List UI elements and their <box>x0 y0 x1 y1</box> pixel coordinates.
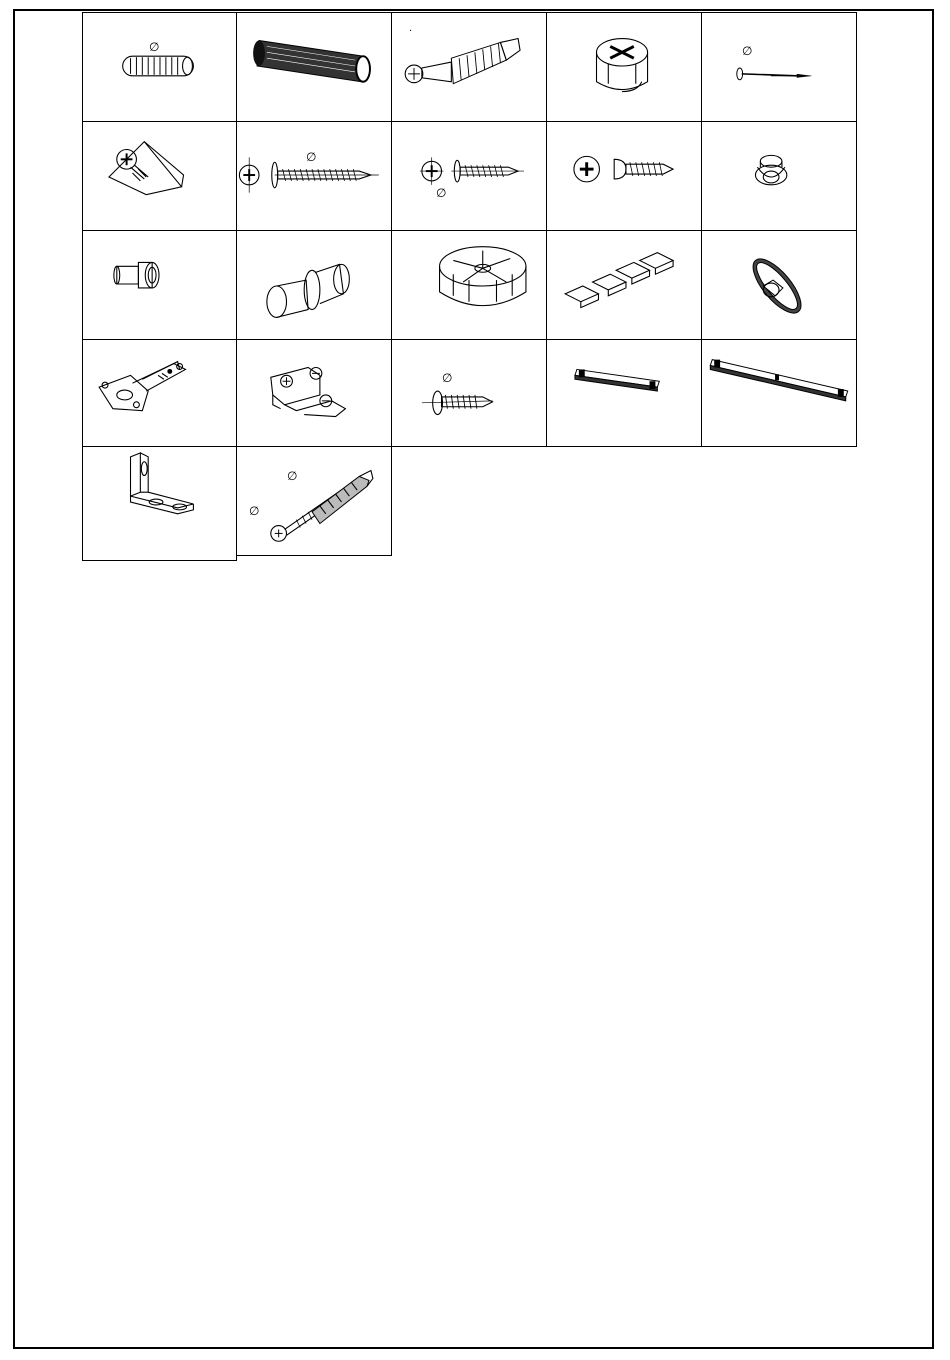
hinge-icon <box>83 340 236 446</box>
hinge-plate-icon <box>237 340 391 446</box>
part-cell-medium-screw <box>391 121 547 231</box>
cam-lock-icon <box>547 13 701 121</box>
medium-screw-icon <box>392 122 546 230</box>
long-screw-icon <box>237 122 391 230</box>
part-cell-cam-lock <box>546 12 702 122</box>
shelf-support-icon <box>237 231 391 339</box>
diameter-symbol: ∅ <box>436 186 447 200</box>
part-cell-cam-bolt <box>391 12 547 122</box>
knob-icon <box>702 231 856 339</box>
glide-foot-icon <box>392 231 546 339</box>
short-rail-icon <box>547 340 701 446</box>
part-cell-angle-bracket <box>82 446 237 561</box>
diameter-symbol: ∅ <box>306 150 317 164</box>
part-cell-knob-disc <box>701 230 857 340</box>
long-rail-icon <box>702 340 856 446</box>
fluted-dowel-icon <box>237 13 391 121</box>
nail-icon <box>702 13 856 121</box>
chipboard-screw-icon <box>392 340 546 446</box>
diameter-symbol: ∅ <box>249 504 260 518</box>
part-cell-long-screw <box>236 121 392 231</box>
short-screw-icon <box>547 122 701 230</box>
diameter-symbol: ∅ <box>287 469 298 483</box>
part-cell-dowel-small <box>82 12 237 122</box>
dot-mark: · <box>409 26 413 37</box>
wood-dowel-icon <box>83 13 236 121</box>
diameter-symbol: ∅ <box>742 44 753 58</box>
part-cell-nail <box>701 12 857 122</box>
part-cell-long-rail <box>701 339 857 447</box>
part-cell-hinge <box>82 339 237 447</box>
diameter-symbol: ∅ <box>442 371 453 385</box>
corner-block-icon <box>83 122 236 230</box>
part-cell-cap-bushing <box>701 121 857 231</box>
part-cell-chipboard-screw <box>391 339 547 447</box>
part-cell-shelf-pin <box>82 230 237 340</box>
part-cell-dowel-large <box>236 12 392 122</box>
felt-pads-icon <box>547 231 701 339</box>
angle-bracket-icon <box>83 447 236 560</box>
part-cell-hinge-plate <box>236 339 392 447</box>
part-cell-wall-plug-screw <box>236 446 392 556</box>
cam-bolt-icon <box>392 13 546 121</box>
bushing-icon <box>702 122 856 230</box>
part-cell-corner-block-screw <box>82 121 237 231</box>
part-cell-short-rail <box>546 339 702 447</box>
part-cell-felt-pads <box>546 230 702 340</box>
part-cell-short-screw <box>546 121 702 231</box>
shelf-pin-icon <box>83 231 236 339</box>
part-cell-shelf-support <box>236 230 392 340</box>
part-cell-glide-foot <box>391 230 547 340</box>
wall-plug-icon <box>237 447 391 555</box>
diameter-symbol: ∅ <box>149 40 160 54</box>
